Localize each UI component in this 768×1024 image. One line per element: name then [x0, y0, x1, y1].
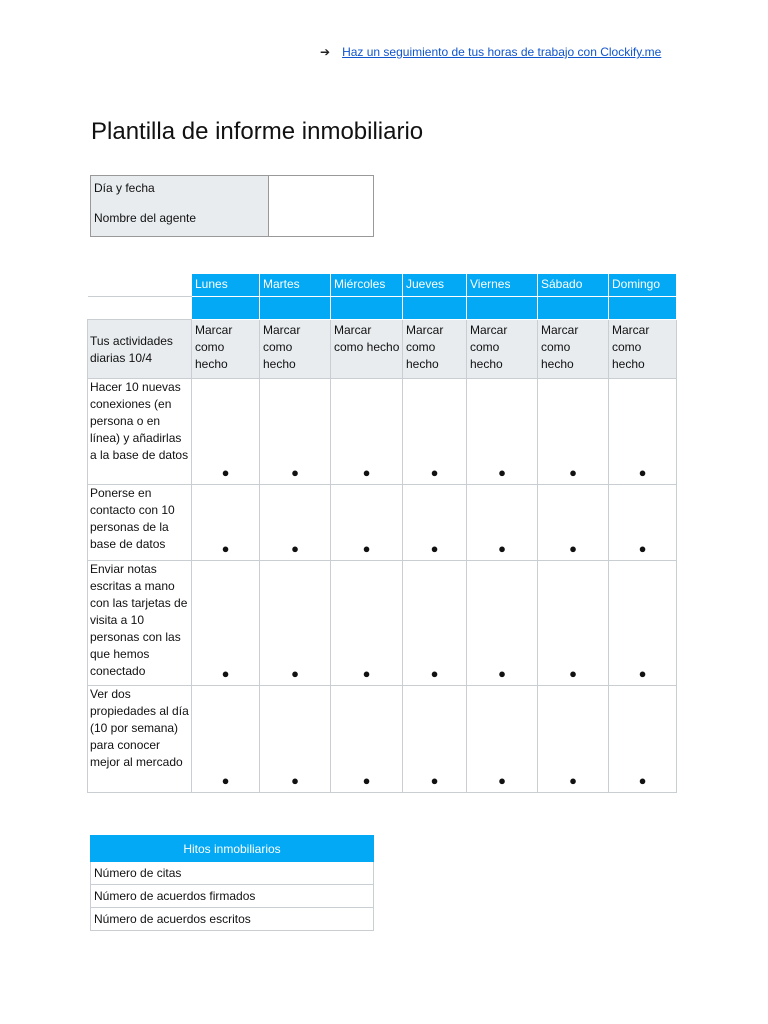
- mark-done-label: Marcar como hecho: [403, 320, 467, 379]
- task-checkbox[interactable]: ●: [609, 485, 677, 561]
- task-checkbox[interactable]: ●: [403, 485, 467, 561]
- blue-cell: [403, 297, 467, 320]
- task-checkbox[interactable]: ●: [609, 379, 677, 485]
- day-header: Lunes: [192, 274, 260, 297]
- day-header: Sábado: [538, 274, 609, 297]
- blue-cell: [260, 297, 331, 320]
- weekly-activity-table: [87, 273, 677, 793]
- task-label: Ponerse en contacto con 10 personas de la base de datos: [88, 485, 192, 561]
- task-checkbox[interactable]: ●: [467, 485, 538, 561]
- corner-cell: [88, 274, 192, 297]
- day-header: Viernes: [467, 274, 538, 297]
- blank-cell: [88, 297, 192, 320]
- task-checkbox[interactable]: ●: [403, 379, 467, 485]
- task-checkbox[interactable]: ●: [538, 561, 609, 686]
- task-checkbox[interactable]: ●: [192, 561, 260, 686]
- clockify-link-row: [320, 45, 661, 59]
- task-checkbox[interactable]: ●: [331, 379, 403, 485]
- milestone-item[interactable]: Número de acuerdos escritos: [91, 908, 374, 931]
- task-checkbox[interactable]: ●: [331, 686, 403, 793]
- milestone-item[interactable]: Número de acuerdos firmados: [91, 885, 374, 908]
- task-label: Ver dos propiedades al día (10 por semana) para conocer mejor al mercado: [88, 686, 192, 793]
- day-header: Martes: [260, 274, 331, 297]
- task-checkbox[interactable]: ●: [192, 686, 260, 793]
- activities-label: Tus actividades diarias 10/4: [88, 320, 192, 379]
- mark-done-label: Marcar como hecho: [260, 320, 331, 379]
- blue-cell: [331, 297, 403, 320]
- day-header: Jueves: [403, 274, 467, 297]
- task-checkbox[interactable]: ●: [260, 686, 331, 793]
- milestone-item[interactable]: Número de citas: [91, 862, 374, 885]
- arrow-icon: ➔: [320, 45, 331, 59]
- clockify-link[interactable]: Haz un seguimiento de tus horas de trabajo con Clockify.me: [342, 45, 662, 59]
- day-header: Miércoles: [331, 274, 403, 297]
- blue-cell: [467, 297, 538, 320]
- task-checkbox[interactable]: ●: [260, 485, 331, 561]
- task-checkbox[interactable]: ●: [260, 379, 331, 485]
- task-checkbox[interactable]: ●: [538, 686, 609, 793]
- agent-info-table: [90, 175, 374, 237]
- task-checkbox[interactable]: ●: [403, 686, 467, 793]
- task-checkbox[interactable]: ●: [467, 686, 538, 793]
- mark-done-label: Marcar como hecho: [609, 320, 677, 379]
- task-checkbox[interactable]: ●: [192, 485, 260, 561]
- task-checkbox[interactable]: ●: [467, 379, 538, 485]
- milestones-header: Hitos inmobiliarios: [91, 836, 374, 862]
- task-checkbox[interactable]: ●: [331, 485, 403, 561]
- mark-done-label: Marcar como hecho: [331, 320, 403, 379]
- task-label: Hacer 10 nuevas conexiones (en persona o en línea) y añadirlas a la base de datos: [88, 379, 192, 485]
- task-checkbox[interactable]: ●: [609, 686, 677, 793]
- mark-done-label: Marcar como hecho: [538, 320, 609, 379]
- task-checkbox[interactable]: ●: [538, 379, 609, 485]
- day-header: Domingo: [609, 274, 677, 297]
- page-title: Plantilla de informe inmobiliario: [91, 118, 424, 145]
- task-checkbox[interactable]: ●: [260, 561, 331, 686]
- blue-cell: [609, 297, 677, 320]
- agent-label: Nombre del agente: [94, 211, 197, 225]
- mark-done-label: Marcar como hecho: [467, 320, 538, 379]
- task-checkbox[interactable]: ●: [192, 379, 260, 485]
- task-checkbox[interactable]: ●: [403, 561, 467, 686]
- task-label: Enviar notas escritas a mano con las tarjetas de visita a 10 personas con las que hemos conectado: [88, 561, 192, 686]
- date-label: Día y fecha: [94, 181, 155, 195]
- info-labels: [91, 176, 269, 236]
- task-checkbox[interactable]: ●: [331, 561, 403, 686]
- milestones-table: [90, 835, 374, 931]
- mark-done-label: Marcar como hecho: [192, 320, 260, 379]
- blue-cell: [538, 297, 609, 320]
- task-checkbox[interactable]: ●: [609, 561, 677, 686]
- task-checkbox[interactable]: ●: [538, 485, 609, 561]
- info-value-cell[interactable]: [269, 176, 373, 236]
- task-checkbox[interactable]: ●: [467, 561, 538, 686]
- blue-cell: [192, 297, 260, 320]
